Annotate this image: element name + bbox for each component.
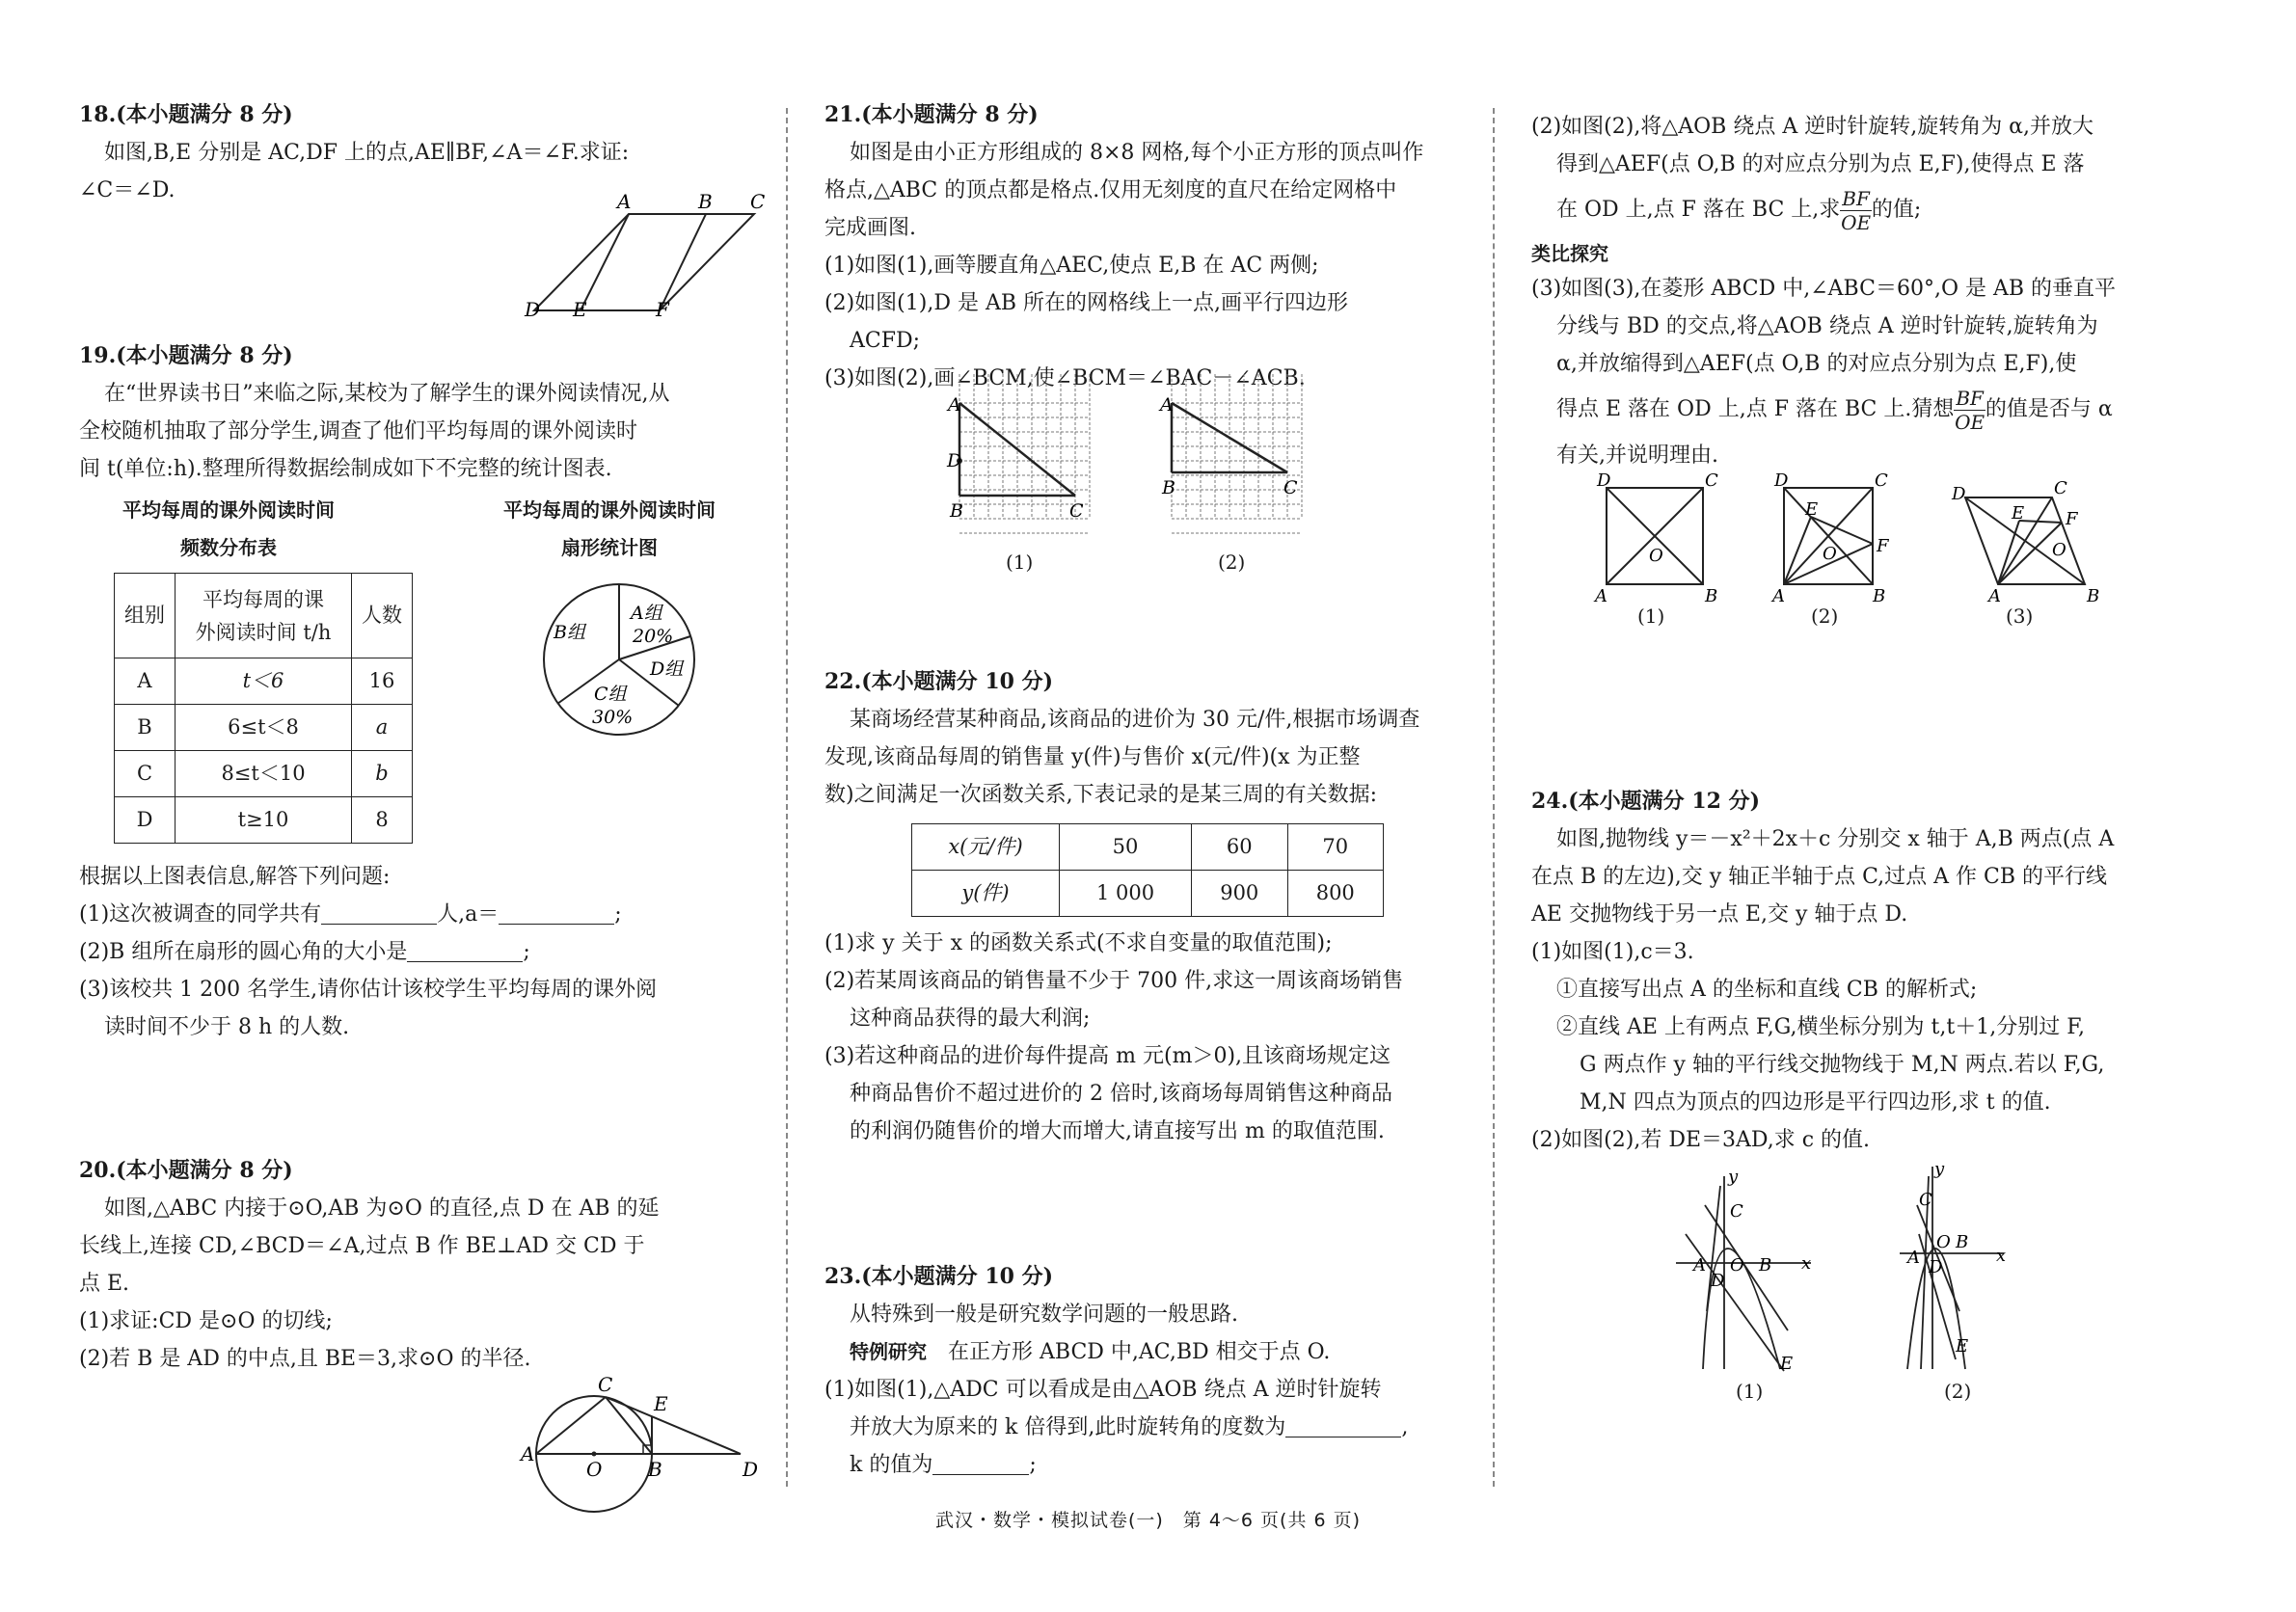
question-text: 点 E. [79,1272,130,1296]
th-group: 组别 [115,574,176,658]
svg-text:O: O [1649,546,1663,566]
question-heading: 24.(本小题满分 12 分) [1531,789,1761,814]
sub-question: k 的值为 ; [850,1453,1037,1477]
sub-question: (2)如图(1),D 是 AB 所在的网格线上一点,画平行四边形 [824,291,1348,315]
caption: (1) [1736,1380,1764,1403]
svg-text:F: F [2066,509,2078,529]
svg-text:A: A [1772,586,1785,606]
pie-label-B: B组 [554,622,585,643]
label-D: D [525,298,541,321]
question-text: 长线上,连接 CD,∠BCD＝∠A,过点 B 作 BE⊥AD 交 CD 于 [79,1234,645,1258]
sub-question: (2)若 B 是 AD 的中点,且 BE＝3,求⊙O 的半径. [79,1347,531,1371]
svg-text:E: E [1780,1354,1794,1374]
sub-question: (2)B 组所在扇形的圆心角的大小是 ; [79,940,530,964]
question-text: 如图,抛物线 y＝－x²＋2x＋c 分别交 x 轴于 A,B 两点(点 A [1556,827,2115,851]
svg-text:x: x [1996,1246,2007,1266]
caption: (2) [1811,604,1839,628]
caption: (1) [1637,604,1665,628]
table-cell: t＜6 [176,658,352,705]
table-cell: y(件) [912,871,1060,917]
table-cell: 60 [1192,824,1287,871]
caption: (2) [1944,1380,1972,1403]
table-cell: A [115,658,176,705]
sub-question: 并放大为原来的 k 倍得到,此时旋转角的度数为 , [850,1415,1409,1439]
label-B: B [950,500,963,522]
question-text: 全校随机抽取了部分学生,调查了他们平均每周的课外阅读时 [79,419,637,443]
q20-figure [517,1372,768,1517]
svg-text:D: D [1952,484,1966,504]
sub-question: (3)若这种商品的进价每件提高 m 元(m＞0),且该商场规定这 [824,1044,1391,1068]
svg-text:C: C [1730,1201,1743,1222]
question-20 [79,1152,764,1481]
svg-text:A: A [1595,586,1607,606]
sub-question: 读时间不少于 8 h 的人数. [104,1015,350,1039]
label-A: A [521,1442,535,1465]
table-cell: 8≤t＜10 [176,751,352,797]
question-text: 格点,△ABC 的顶点都是格点.仅用无刻度的直尺在给定网格中 [824,178,1397,202]
label-C: C [1069,500,1084,522]
sub-question: (1)求证:CD 是⊙O 的切线; [79,1309,333,1333]
label-C: C [750,190,766,213]
pie-label-D: D组 [650,658,684,680]
sub-question: (3)如图(2),画∠BCM,使∠BCM＝∠BAC－∠ACB. [824,366,1306,390]
pie-chart [532,580,725,744]
table-cell: 8 [352,797,413,844]
caption: (1) [1006,551,1034,574]
question-19 [79,337,764,1046]
svg-text:D: D [1929,1257,1943,1277]
sub-question: (2)如图(2),若 DE＝3AD,求 c 的值. [1531,1128,1871,1152]
table-cell: 70 [1287,824,1384,871]
svg-text:B: B [1759,1255,1772,1276]
table-cell: D [115,797,176,844]
sub-question: (1)如图(1),画等腰直角△AEC,使点 E,B 在 AC 两侧; [824,254,1319,278]
question-text: AE 交抛物线于另一点 E,交 y 轴于点 D. [1531,902,1908,927]
table-cell: b [352,751,413,797]
sub-question: 这种商品获得的最大利润; [850,1007,1091,1031]
label-A: A [617,190,632,213]
sub-question: M,N 四点为顶点的四边形是平行四边形,求 t 的值. [1580,1090,2051,1115]
svg-text:F: F [1877,536,1889,556]
table-cell: a [352,705,413,751]
label-B: B [1162,477,1175,498]
question-23-cont [1531,108,2226,638]
sub-question: (1)这次被调查的同学共有 人,a＝ ; [79,902,622,927]
question-21 [824,96,1461,590]
pie-label-A: A组 [631,603,662,624]
page-footer: 武汉・数学・模拟试卷(一) 第 4～6 页(共 6 页) [934,1510,1362,1531]
label-A: A [1160,394,1174,416]
pie-pct-A: 20% [633,626,674,647]
table-cell: 900 [1192,871,1287,917]
question-text: 如图,△ABC 内接于⊙O,AB 为⊙O 的直径,点 D 在 AB 的延 [104,1196,660,1221]
th-count: 人数 [352,574,413,658]
question-text: 发现,该商品每周的销售量 y(件)与售价 x(元/件)(x 为正整 [824,745,1361,769]
column-separator-1 [786,108,788,1487]
question-text: 数)之间满足一次函数关系,下表记录的是某三周的有关数据: [824,783,1377,807]
svg-text:y: y [1934,1159,1945,1179]
svg-text:E: E [1956,1336,1969,1357]
question-text: 某商场经营某种商品,该商品的进价为 30 元/件,根据市场调查 [850,708,1420,732]
label-B: B [698,190,713,213]
fraction-bf-oe: $\frac{BF}{OE}$ [1955,386,1985,434]
svg-text:O: O [1823,544,1837,564]
svg-text:O: O [1936,1232,1951,1252]
sub-question: ①直接写出点 A 的坐标和直线 CB 的解析式; [1556,978,1978,1002]
svg-text:A: A [1693,1255,1706,1276]
table-cell: C [115,751,176,797]
label-C: C [598,1373,613,1396]
q23-figures [1531,470,2226,638]
question-heading: 22.(本小题满分 10 分) [824,669,1054,694]
sub-question: (2)如图(2),将△AOB 绕点 A 逆时针旋转,旋转角为 α,并放大 [1531,115,2094,139]
label-E: E [573,298,587,321]
sub-question: 有关,并说明理由. [1556,443,1718,468]
question-18 [79,96,764,337]
q24-figures [1676,1159,2120,1398]
frequency-table [114,573,413,844]
svg-text:E: E [1805,499,1819,520]
svg-text:B: B [1956,1232,1969,1252]
sub-question: 种商品售价不超过进价的 2 倍时,该商场每周销售这种商品 [850,1082,1392,1106]
caption: (3) [2006,604,2034,628]
svg-text:E: E [2012,503,2025,524]
table-cell: 1 000 [1060,871,1192,917]
question-text: ∠C＝∠D. [79,178,176,202]
sub-question: 在 OD 上,点 F 落在 BC 上,求 $\frac{BF}{OE}$ 的值; [1556,186,1922,234]
column-right [1531,108,2226,1403]
sub-question: 的利润仍随售价的增大而增大,请直接写出 m 的取值范围. [850,1119,1385,1143]
svg-text:C: C [1919,1190,1932,1210]
svg-text:y: y [1728,1167,1739,1187]
svg-text:B: B [1705,586,1718,606]
column-separator-2 [1493,108,1495,1487]
svg-text:O: O [2052,540,2066,560]
pie-title: 平均每周的课外阅读时间 扇形统计图 [503,498,716,559]
fraction-bf-oe: $\frac{BF}{OE}$ [1841,186,1872,234]
question-heading: 19.(本小题满分 8 分) [79,343,293,368]
sub-question: ②直线 AE 上有两点 F,G,横坐标分别为 t,t＋1,分别过 F, [1556,1015,2086,1039]
sub-question: (1)如图(1),c＝3. [1531,940,1694,964]
caption: (2) [1218,551,1246,574]
question-text: 如图,B,E 分别是 AC,DF 上的点,AE∥BF,∠A＝∠F.求证: [104,141,630,165]
sub-question: (1)求 y 关于 x 的函数关系式(不求自变量的取值范围); [824,931,1333,955]
table-cell: 800 [1287,871,1384,917]
label-C: C [1283,477,1298,498]
sub-question: 得点 E 落在 OD 上,点 F 落在 BC 上.猜想 $\frac{BF}{OE}$ 的值是否与 α [1556,386,2113,434]
svg-text:O: O [1730,1255,1744,1276]
price-table [911,823,1384,917]
label-O: O [586,1458,603,1481]
q18-figure [525,190,766,321]
table-cell: 50 [1060,824,1192,871]
sub-question: (1)如图(1),△ADC 可以看成是由△AOB 绕点 A 逆时针旋转 [824,1378,1382,1402]
svg-text:A: A [1907,1248,1920,1268]
question-text: 根据以上图表信息,解答下列问题: [79,865,391,889]
table-cell: t≥10 [176,797,352,844]
column-left [79,96,766,1481]
question-heading: 18.(本小题满分 8 分) [79,102,293,127]
table-cell: B [115,705,176,751]
question-24 [1531,783,2226,1403]
label-D: D [743,1458,759,1481]
svg-text:B: B [2087,586,2100,606]
grid-figure-1 [947,394,1112,542]
question-text: 在“世界读书日”来临之际,某校为了解学生的课外阅读情况,从 [104,382,670,406]
question-text: 从特殊到一般是研究数学问题的一般思路. [850,1303,1238,1327]
sub-question: G 两点作 y 轴的平行线交抛物线于 M,N 两点.若以 F,G, [1580,1053,2105,1077]
label-F: F [656,298,669,321]
sub-question: (2)若某周该商品的销售量不少于 700 件,求这一周该商场销售 [824,969,1404,993]
table-cell: 16 [352,658,413,705]
question-heading: 20.(本小题满分 8 分) [79,1158,293,1183]
sub-question: (3)如图(3),在菱形 ABCD 中,∠ABC＝60°,O 是 AB 的垂直平 [1531,277,2117,301]
table-cell: 6≤t＜8 [176,705,352,751]
label-B: B [648,1458,662,1481]
svg-text:C: C [1875,470,1888,491]
column-middle [824,96,1461,1484]
svg-text:C: C [2054,478,2067,498]
question-text: 在点 B 的左边),交 y 轴正半轴于点 C,过点 A 作 CB 的平行线 [1531,865,2108,889]
svg-text:C: C [1705,470,1718,491]
question-text: 间 t(单位:h).整理所得数据绘制成如下不完整的统计图表. [79,457,612,481]
sub-question: ACFD; [850,329,921,353]
label-D: D [947,450,962,471]
sub-question: (3)该校共 1 200 名学生,请你估计该校学生平均每周的课外阅 [79,978,658,1002]
sub-question: 得到△AEF(点 O,B 的对应点分别为点 E,F),使得点 E 落 [1556,152,2085,176]
svg-text:D: D [1711,1271,1725,1291]
svg-text:x: x [1801,1253,1812,1274]
pie-pct-C: 30% [592,707,634,728]
question-heading: 21.(本小题满分 8 分) [824,102,1039,127]
svg-text:B: B [1873,586,1886,606]
svg-text:D: D [1597,470,1611,491]
question-heading: 23.(本小题满分 10 分) [824,1264,1054,1289]
label-A: A [948,394,961,416]
svg-text:A: A [1988,586,2001,606]
question-text: 特例研究 在正方形 ABCD 中,AC,BD 相交于点 O. [850,1340,1331,1364]
label-E: E [654,1392,668,1415]
table-cell: x(元/件) [912,824,1060,871]
question-text: 如图是由小正方形组成的 8×8 网格,每个小正方形的顶点叫作 [850,141,1424,165]
svg-text:D: D [1774,470,1789,491]
question-23 [824,1258,1461,1484]
question-text: 完成画图. [824,216,916,240]
th-time: 平均每周的课 外阅读时间 t/h [176,574,352,658]
sub-question: 分线与 BD 的交点,将△AOB 绕点 A 逆时针旋转,旋转角为 [1556,314,2098,338]
table-title: 平均每周的课外阅读时间 频数分布表 [122,498,335,559]
question-22 [824,663,1461,1150]
sub-question: α,并放缩得到△AEF(点 O,B 的对应点分别为点 E,F),使 [1556,352,2077,376]
grid-figure-2 [1160,394,1324,542]
pie-label-C: C组 [594,684,627,705]
section-title: 类比探究 [1531,242,1608,265]
